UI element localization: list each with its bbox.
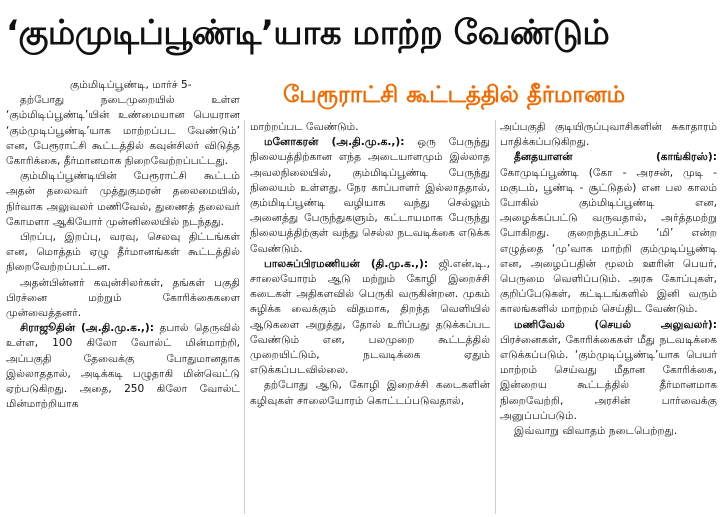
paragraph-text: கோமுடிப்பூண்டி (கோ - அரசன், முடி - மகுடம், பூண்டி - சூட்டுதல்) என பல காலம் போகில் கும்மிடிப்பூண்டி என, அழைக்கப்பட்டு வருவதால், அர்த்தமற்று போகிறது. குறைந்தபட்சம் ‘மி’ என்ற எழுத்தை ‘மு’வாக மாற்றி கும்முடிப்பூண்டி என, அழைப்பதின் மூலம் ஊரின் பெயர், பெருமை வெளிப்படும். அரசு கோப்புகள், குறிப்பேடுகள், கட்டிடங்களில் இனி வரும் காலங்களில் மாற்றம் செய்திட வேண்டும். bbox=[500, 166, 717, 316]
speaker-name: தீனதயாளன் (காங்கிரஸ்): bbox=[514, 151, 717, 164]
column-divider bbox=[495, 120, 496, 514]
paragraph: தற்போது ஆடு, கோழி இறைச்சி கடைகளின் கழிவுகள் சாலையோரம் கொட்டப்படுவதால், bbox=[250, 379, 490, 407]
paragraph-text: ஜி.என்.டி., சாலையோரம் ஆடு மற்றும் கோழி இறைச்சி கடைகள் அதிகளவில் பெருகி வருகின்றன. முகம் சுழிக்க வைக்கும் விதமாக, திறந்த வெளியில் ஆடுகளை அறுத்து, தோல் உரிப்பது தடுக்கப்பட வேண்டும் என, பலமுறை கூட்டத்தில் முறையிட்டும், நடவடிக்கை ஏதும் எடுக்கப்படவில்லை. bbox=[250, 257, 490, 377]
paragraph: மாற்றப்பட வேண்டும். bbox=[250, 121, 359, 133]
paragraph: தற்போது நடைமுறையில் உள்ள ‘கும்மிடிப்பூண்டி’யின் உண்மையான பெயரான ‘கும்முடிப்பூண்டி’யாக மாற்றப்பட வேண்டும்’ என, பேரூராட்சி கூட்டத்தில் கவுன்சிலர் விடுத்த கோரிக்கை, தீர்மானமாக நிறைவேற்றப்பட்டது. bbox=[6, 94, 240, 168]
paragraph: கும்மிடிப்பூண்டியின் பேரூராட்சி கூட்டம் அதன் தலைவர் முத்துகுமரன் தலைமையில், நிர்வாக அலுவலர் மணிவேல், துணைத் தலைவர் கோமளா ஆகியோர் முன்னிலையில் நடந்தது. bbox=[6, 170, 240, 228]
paragraph: இவ்வாறு விவாதம் நடைபெற்றது. bbox=[514, 425, 678, 438]
paragraph-text: ஒரு பேருந்து நிலையத்திற்கான எந்த அடையாளமும் இல்லாத அவலநிலையில், கும்மிடிப்பூண்டி பேருந்து நிலையம் உள்ளது. நேர காப்பாளர் இல்லாததால், கும்மிடிப்பூண்டி வழியாக வந்து செல்லும் அனைத்து பேருந்துகளும், கட்டாயமாக பேருந்து நிலையத்திற்குள் வந்து செல்ல நடவடிக்கை எடுக்க வேண்டும். bbox=[250, 136, 490, 255]
article-column-3 bbox=[500, 120, 717, 514]
speaker-paragraph bbox=[500, 318, 717, 424]
article-column-1 bbox=[6, 78, 240, 514]
speaker-paragraph bbox=[250, 257, 490, 379]
subheadline: பேரூராட்சி கூட்டத்தில் தீர்மானம் bbox=[283, 82, 626, 108]
paragraph: பிறப்பு, இறப்பு, வரவு, செலவு திட்டங்கள் என, மொத்தம் ஏழு தீர்மானங்கள் கூட்டத்தில் நிறைவேற்றப்பட்டன. bbox=[6, 231, 240, 274]
speaker-name: சிராஜூதின் (அ.தி.மு.க.,): bbox=[20, 322, 155, 335]
speaker-name: மணிவேல் (செயல் அலுவலர்): bbox=[514, 318, 717, 331]
article-column-2 bbox=[250, 120, 490, 514]
dateline: கும்மிடிப்பூண்டி, மார்ச் 5- bbox=[70, 79, 192, 91]
headline: ‘கும்முடிப்பூண்டி’யாக மாற்ற வேண்டும் bbox=[6, 13, 610, 53]
speaker-name: பாலசுப்பிரமணியன் (தி.மு.க.,): bbox=[264, 257, 429, 270]
paragraph-text: தபால் தெருவில் உள்ள, 100 கிலோ வோல்ட் மின்மாற்றி, அப்பகுதி தேவைக்கு போதுமானதாக இல்லாததால், அடிக்கடி பழுதாகி மின்வெட்டு ஏற்படுகிறது. அதை, 250 கிலோ வோல்ட் மின்மாற்றியாக bbox=[6, 322, 240, 411]
paragraph-text: பிரச்னைகள், கோரிக்கைகள் மீது நடவடிக்கை எடுக்கப்படும். ‘கும்முடிப்பூண்டி’யாக பெயர் மாற்றம் செய்வது மீதான கோரிக்கை, இன்றைய கூட்டத்தில் தீர்மானமாக நிறைவேற்றி, அரசின் பார்வைக்கு அனுப்பப்படும். bbox=[500, 333, 717, 422]
speaker-paragraph bbox=[250, 135, 490, 257]
paragraph: அதன்பின்னர் கவுன்சிலர்கள், தங்கள் பகுதி பிரச்னை மற்றும் கோரிக்கைகளை முன்வைத்தனர். bbox=[6, 276, 240, 320]
speaker-paragraph bbox=[500, 150, 717, 317]
speaker-paragraph bbox=[6, 321, 240, 412]
speaker-name: மனோகரன் (அ.தி.மு.க.,): bbox=[264, 136, 405, 149]
paragraph: அப்பகுதி குடியிருப்புவாசிகளின் சுகாதாரம் பாதிக்கப்படுகிறது. bbox=[500, 121, 717, 149]
column-divider bbox=[244, 120, 245, 514]
